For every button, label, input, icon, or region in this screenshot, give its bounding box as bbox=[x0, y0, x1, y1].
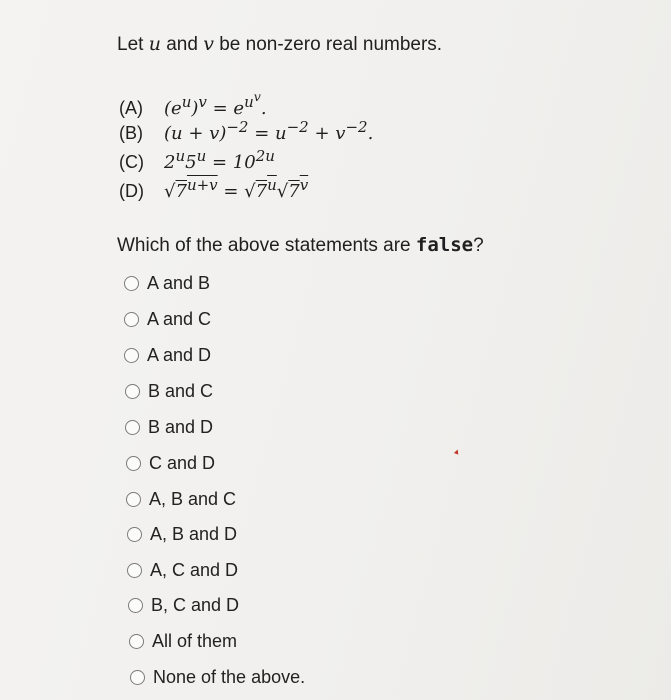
option-label: All of them bbox=[152, 630, 238, 651]
option-all-of-them[interactable] bbox=[129, 628, 237, 654]
radio-button-icon[interactable] bbox=[125, 420, 140, 435]
option-label: A, C and D bbox=[150, 559, 239, 580]
statement-c-tag: (C) bbox=[119, 152, 144, 172]
option-a-and-c[interactable] bbox=[124, 306, 211, 332]
radio-button-icon[interactable] bbox=[129, 634, 144, 649]
radio-button-icon[interactable] bbox=[128, 598, 143, 613]
radio-button-icon[interactable] bbox=[125, 384, 140, 399]
radio-button-icon[interactable] bbox=[126, 492, 141, 507]
question-pre: Which of the above statements are bbox=[117, 235, 416, 256]
statement-b-expression: $(u + v)^{-2} = u^{-2} + v^{-2}$. bbox=[164, 118, 374, 144]
option-label: A and B bbox=[147, 272, 211, 293]
statement-d bbox=[119, 176, 308, 202]
option-label: A, B and D bbox=[150, 523, 238, 544]
radio-button-icon[interactable] bbox=[130, 670, 145, 685]
option-label: A and D bbox=[147, 344, 212, 365]
radio-button-icon[interactable] bbox=[126, 456, 141, 471]
question-emphasis: false bbox=[415, 234, 474, 256]
option-label: B and C bbox=[148, 380, 214, 401]
variable-v: v bbox=[203, 33, 214, 55]
option-b-and-c[interactable] bbox=[125, 378, 213, 404]
statement-d-expression: $√7^{u+v} = √7^u√7^v$ bbox=[164, 176, 309, 202]
radio-button-icon[interactable] bbox=[124, 348, 139, 363]
option-b-c-and-d[interactable] bbox=[128, 592, 239, 618]
option-none-of-the-above[interactable] bbox=[130, 664, 305, 690]
statement-d-tag: (D) bbox=[119, 181, 144, 201]
option-label: A, B and C bbox=[149, 488, 237, 509]
option-a-b-and-d[interactable] bbox=[127, 521, 237, 547]
ink-mark-icon: ▲ bbox=[451, 445, 463, 458]
question-text bbox=[117, 234, 484, 257]
radio-button-icon[interactable] bbox=[124, 276, 139, 291]
statement-a-expression: $(e^u)^v = e^{u^v}$. bbox=[164, 89, 267, 119]
option-a-b-and-c[interactable] bbox=[126, 486, 236, 512]
radio-button-icon[interactable] bbox=[127, 527, 142, 542]
statement-a bbox=[119, 89, 267, 119]
option-label: A and C bbox=[147, 308, 212, 329]
option-a-c-and-d[interactable] bbox=[127, 557, 238, 583]
option-c-and-d[interactable] bbox=[126, 450, 215, 476]
option-a-and-b[interactable] bbox=[124, 270, 210, 296]
statement-b bbox=[119, 118, 373, 144]
option-label: None of the above. bbox=[153, 666, 306, 687]
variable-u: u bbox=[148, 33, 161, 55]
intro-text-2: and bbox=[160, 34, 204, 55]
radio-button-icon[interactable] bbox=[127, 563, 142, 578]
option-a-and-d[interactable] bbox=[124, 342, 211, 368]
intro-text-3: be non-zero real numbers. bbox=[213, 34, 443, 55]
option-label: C and D bbox=[149, 452, 216, 473]
statement-c-expression: $2^u5^u = 10^{2u}$ bbox=[164, 147, 275, 173]
statement-c bbox=[119, 147, 275, 173]
intro-text-1: Let bbox=[117, 34, 149, 55]
statement-a-tag: (A) bbox=[119, 98, 143, 118]
question-post: ? bbox=[473, 235, 484, 256]
problem-intro bbox=[117, 33, 442, 56]
radio-button-icon[interactable] bbox=[124, 312, 139, 327]
statement-b-tag: (B) bbox=[119, 123, 143, 143]
option-b-and-d[interactable] bbox=[125, 414, 213, 440]
option-label: B, C and D bbox=[151, 594, 240, 615]
option-label: B and D bbox=[148, 416, 214, 437]
